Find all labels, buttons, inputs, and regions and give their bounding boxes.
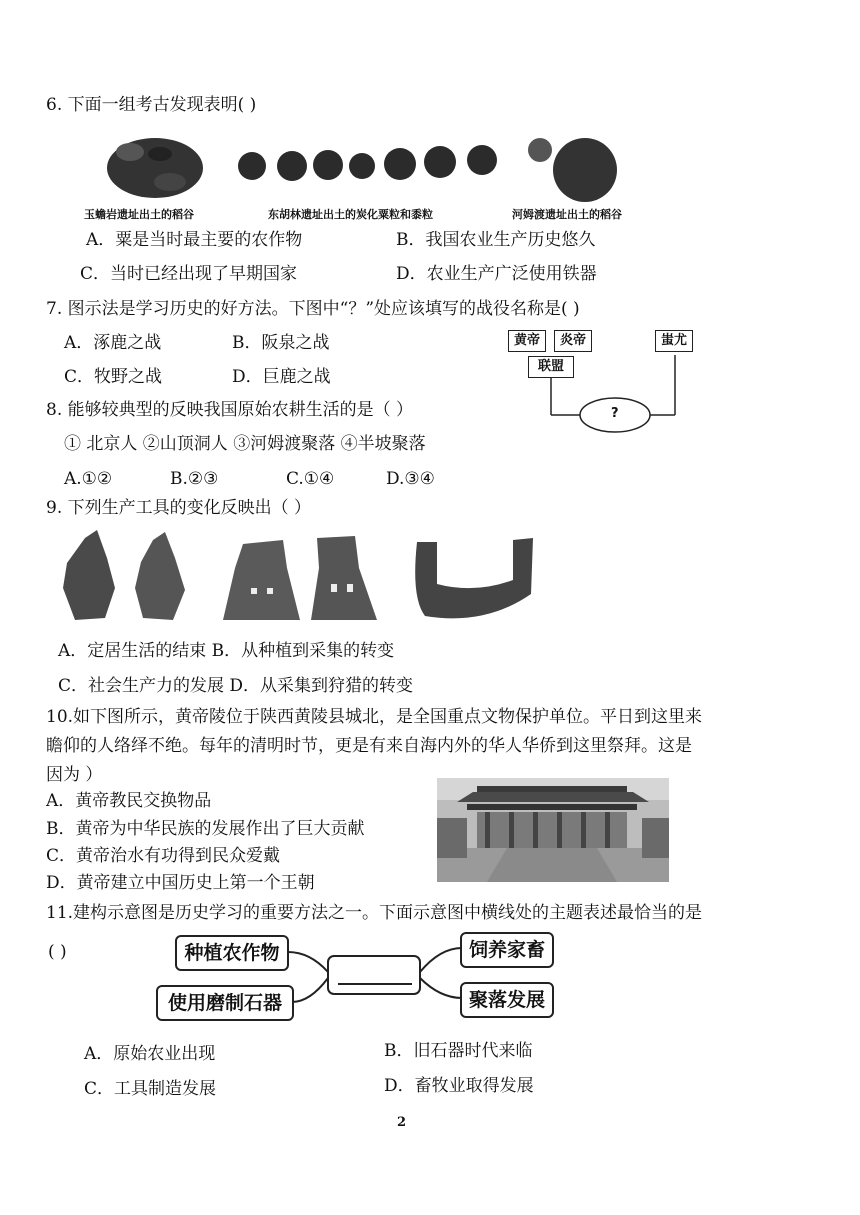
concept-box-polished-tools: 使用磨制石器 — [156, 985, 294, 1021]
concept-box-planting: 种植农作物 — [175, 935, 289, 971]
yandi-box: 炎帝 — [554, 330, 592, 352]
q6-option-d: D．农业生产广泛使用铁器 — [396, 264, 597, 284]
q11-paren: ( ) — [48, 942, 67, 962]
concept-box-livestock: 饲养家畜 — [460, 932, 554, 968]
caption-donghulin: 东胡林遗址出土的炭化粟粒和黍粒 — [268, 208, 433, 221]
q11-option-a: A．原始农业出现 — [84, 1044, 216, 1064]
q6-option-b: B．我国农业生产历史悠久 — [396, 230, 596, 250]
battle-question-mark: ? — [611, 406, 619, 421]
q6-option-a: A．粟是当时最主要的农作物 — [86, 230, 303, 250]
q8-option-c: C.①④ — [286, 469, 335, 489]
q9-options-ab: A．定居生活的结束 B．从种植到采集的转变 — [58, 641, 395, 661]
grain-photos — [100, 132, 640, 204]
q7-option-b: B．阪泉之战 — [232, 333, 330, 353]
q8-option-a: A.①② — [64, 469, 113, 489]
q9-options-cd: C．社会生产力的发展 D．从采集到狩猎的转变 — [58, 676, 414, 696]
q7-option-d: D．巨鹿之战 — [232, 367, 331, 387]
q8-option-b: B.②③ — [170, 469, 219, 489]
page-number: 2 — [397, 1115, 407, 1130]
q7-option-a: A．涿鹿之战 — [64, 333, 162, 353]
huangdi-mausoleum-photo — [437, 778, 669, 882]
q11-option-b: B．旧石器时代来临 — [384, 1041, 533, 1061]
q8-items: ① 北京人 ②山顶洞人 ③河姆渡聚落 ④半坡聚落 — [64, 434, 426, 454]
q10-stem-line1: 10.如下图所示，黄帝陵位于陕西黄陵县城北，是全国重点文物保护单位。平日到这里来 — [46, 707, 703, 727]
q10-stem-line2: 瞻仰的人络绎不绝。每年的清明时节，更是有来自海内外的华人华侨到这里祭拜。这是 — [46, 736, 692, 756]
q8-option-d: D.③④ — [386, 469, 435, 489]
huangdi-box: 黄帝 — [508, 330, 546, 352]
chiyou-box: 蚩尤 — [655, 330, 693, 352]
caption-yuchanyan: 玉蟾岩遗址出土的稻谷 — [84, 208, 194, 221]
q6-option-c: C．当时已经出现了早期国家 — [80, 264, 298, 284]
q10-option-c: C．黄帝治水有功得到民众爱戴 — [46, 846, 281, 866]
q7-option-c: C．牧野之战 — [64, 367, 163, 387]
q7-stem: 7. 图示法是学习历史的好方法。下图中“？”处应该填写的战役名称是( ) — [46, 299, 580, 319]
q11-option-d: D．畜牧业取得发展 — [384, 1076, 534, 1096]
lianmeng-box: 联盟 — [528, 356, 574, 378]
stone-tools-photos — [55, 528, 545, 628]
q8-stem: 8. 能够较典型的反映我国原始农耕生活的是（ ） — [46, 400, 414, 420]
q11-option-c: C．工具制造发展 — [84, 1079, 217, 1099]
q6-stem: 6. 下面一组考古发现表明( ) — [46, 95, 257, 115]
caption-hemudu: 河姆渡遗址出土的稻谷 — [512, 208, 622, 221]
q10-option-b: B．黄帝为中华民族的发展作出了巨大贡献 — [46, 819, 365, 839]
q9-stem: 9. 下列生产工具的变化反映出（ ） — [46, 498, 312, 518]
q11-stem: 11.建构示意图是历史学习的重要方法之一。下面示意图中横线处的主题表述最恰当的是 — [46, 903, 703, 923]
q10-stem-line3: 因为 ） — [46, 765, 103, 785]
q10-option-a: A．黄帝教民交换物品 — [46, 791, 212, 811]
concept-box-settlement: 聚落发展 — [460, 982, 554, 1018]
q10-option-d: D．黄帝建立中国历史上第一个王朝 — [46, 873, 315, 893]
